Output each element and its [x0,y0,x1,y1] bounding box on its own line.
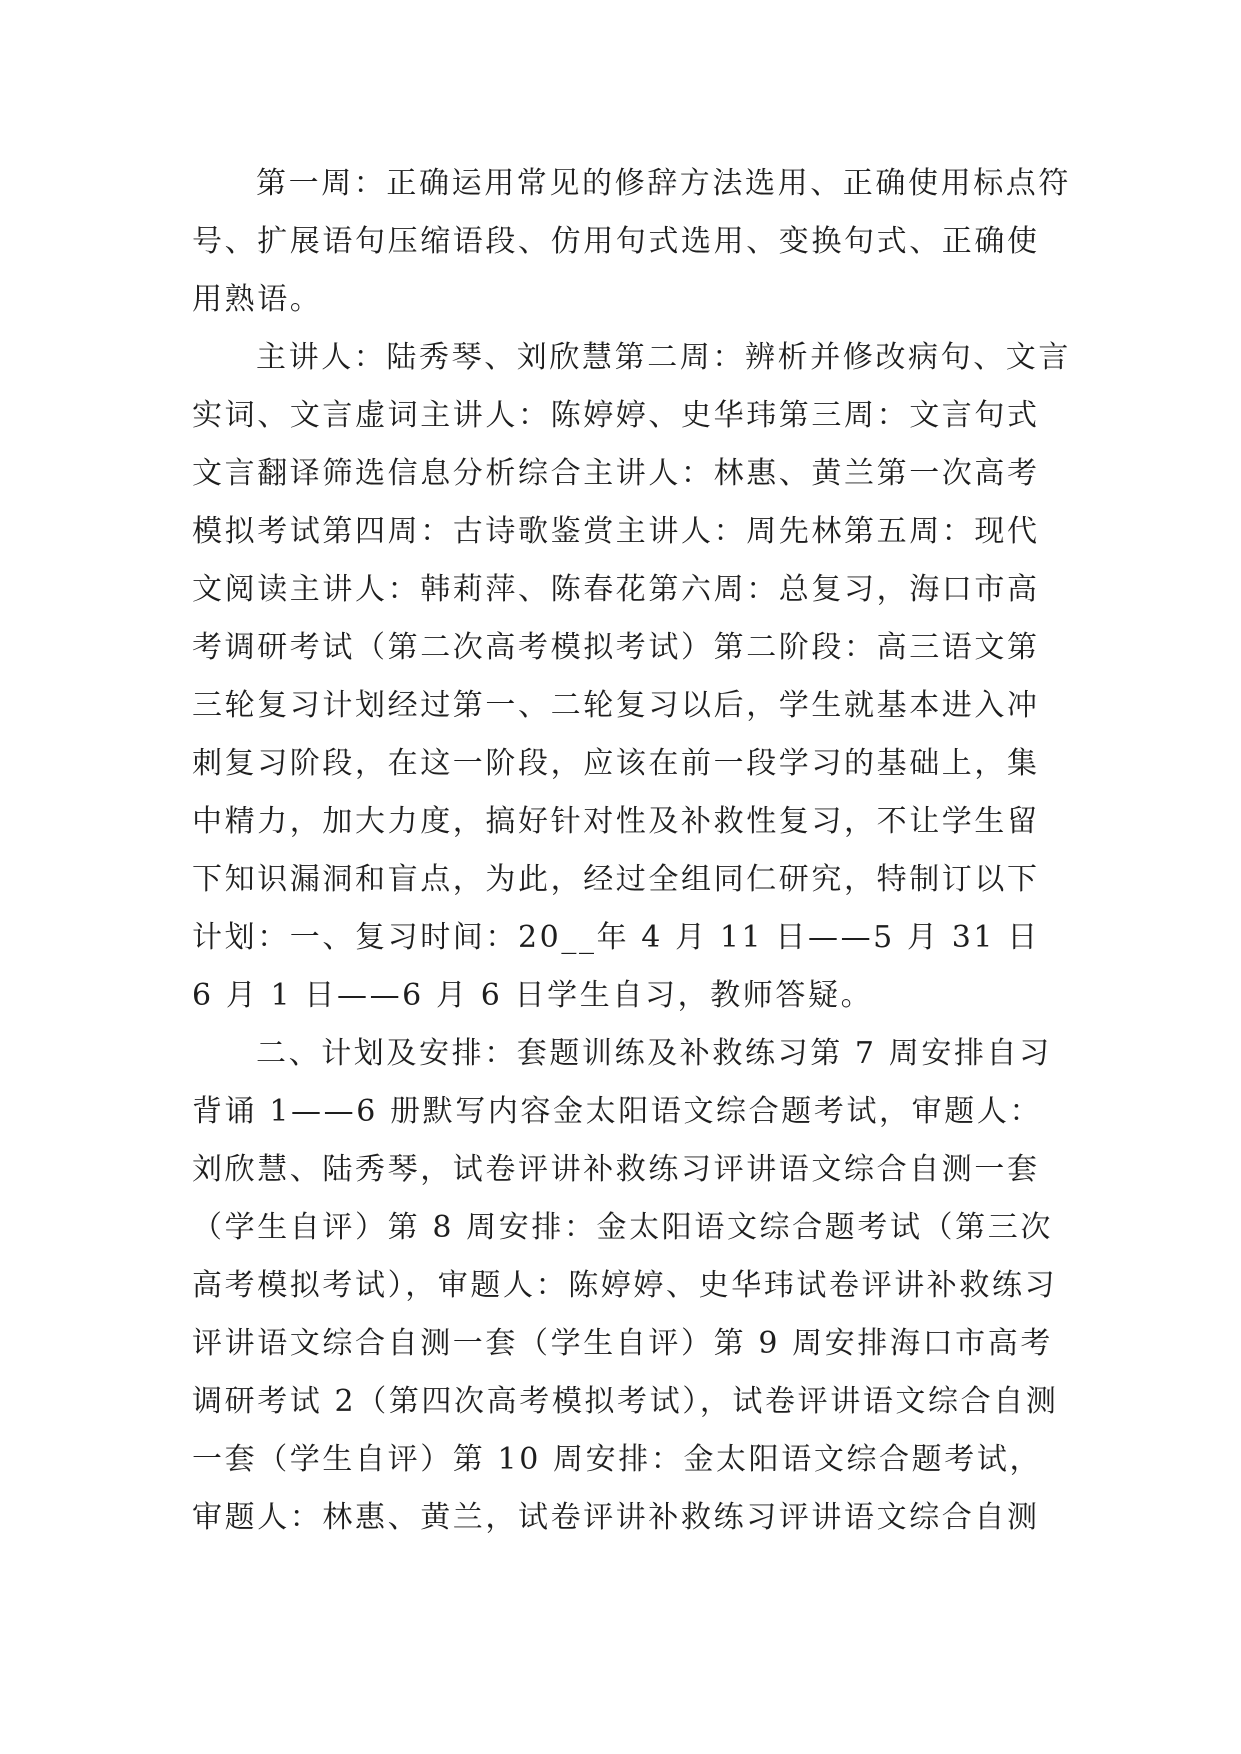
paragraph-lecturers-and-third-round-plan: 主讲人：陆秀琴、刘欣慧第二周：辨析并修改病句、文言实词、文言虚词主讲人：陈婷婷、史华玮第三周：文言句式文言翻译筛选信息分析综合主讲人：林惠、黄兰第一次高考模拟考试第四周：古诗歌鉴赏主讲人：周先林第五周：现代文阅读主讲人：韩莉萍、陈春花第六周：总复习，海口市高考调研考试（第二次高考模拟考试）第二阶段：高三语文第三轮复习计划经过第一、二轮复习以后，学生就基本进入冲刺复习阶段，在这一阶段，应该在前一段学习的基础上，集中精力，加大力度，搞好针对性及补救性复习，不让学生留下知识漏洞和盲点，为此，经过全组同仁研究，特制订以下计划：一、复习时间：20__年 4 月 11 日——5 月 31 日 6 月 1 日——6 月 6 日学生自习，教师答疑。 [192,340,1071,1013]
paragraph-schedule-arrangement: 二、计划及安排：套题训练及补救练习第 7 周安排自习背诵 1——6 册默写内容金太阳语文综合题考试，审题人：刘欣慧、陆秀琴，试卷评讲补救练习评讲语文综合自测一套（学生自评）第 8 周安排：金太阳语文综合题考试（第三次高考模拟考试），审题人：陈婷婷、史华玮试卷评讲补救练习评讲语文综合自测一套（学生自评）第 9 周安排海口市高考调研考试 2（第四次高考模拟考试），试卷评讲语文综合自测一套（学生自评）第 10 周安排：金太阳语文综合题考试，审题人：林惠、黄兰，试卷评讲补救练习评讲语文综合自测 [192,1036,1059,1535]
paragraph-week-one: 第一周：正确运用常见的修辞方法选用、正确使用标点符号、扩展语句压缩语段、仿用句式选用、变换句式、正确使用熟语。 [192,166,1071,317]
document-body [192,155,1072,1547]
